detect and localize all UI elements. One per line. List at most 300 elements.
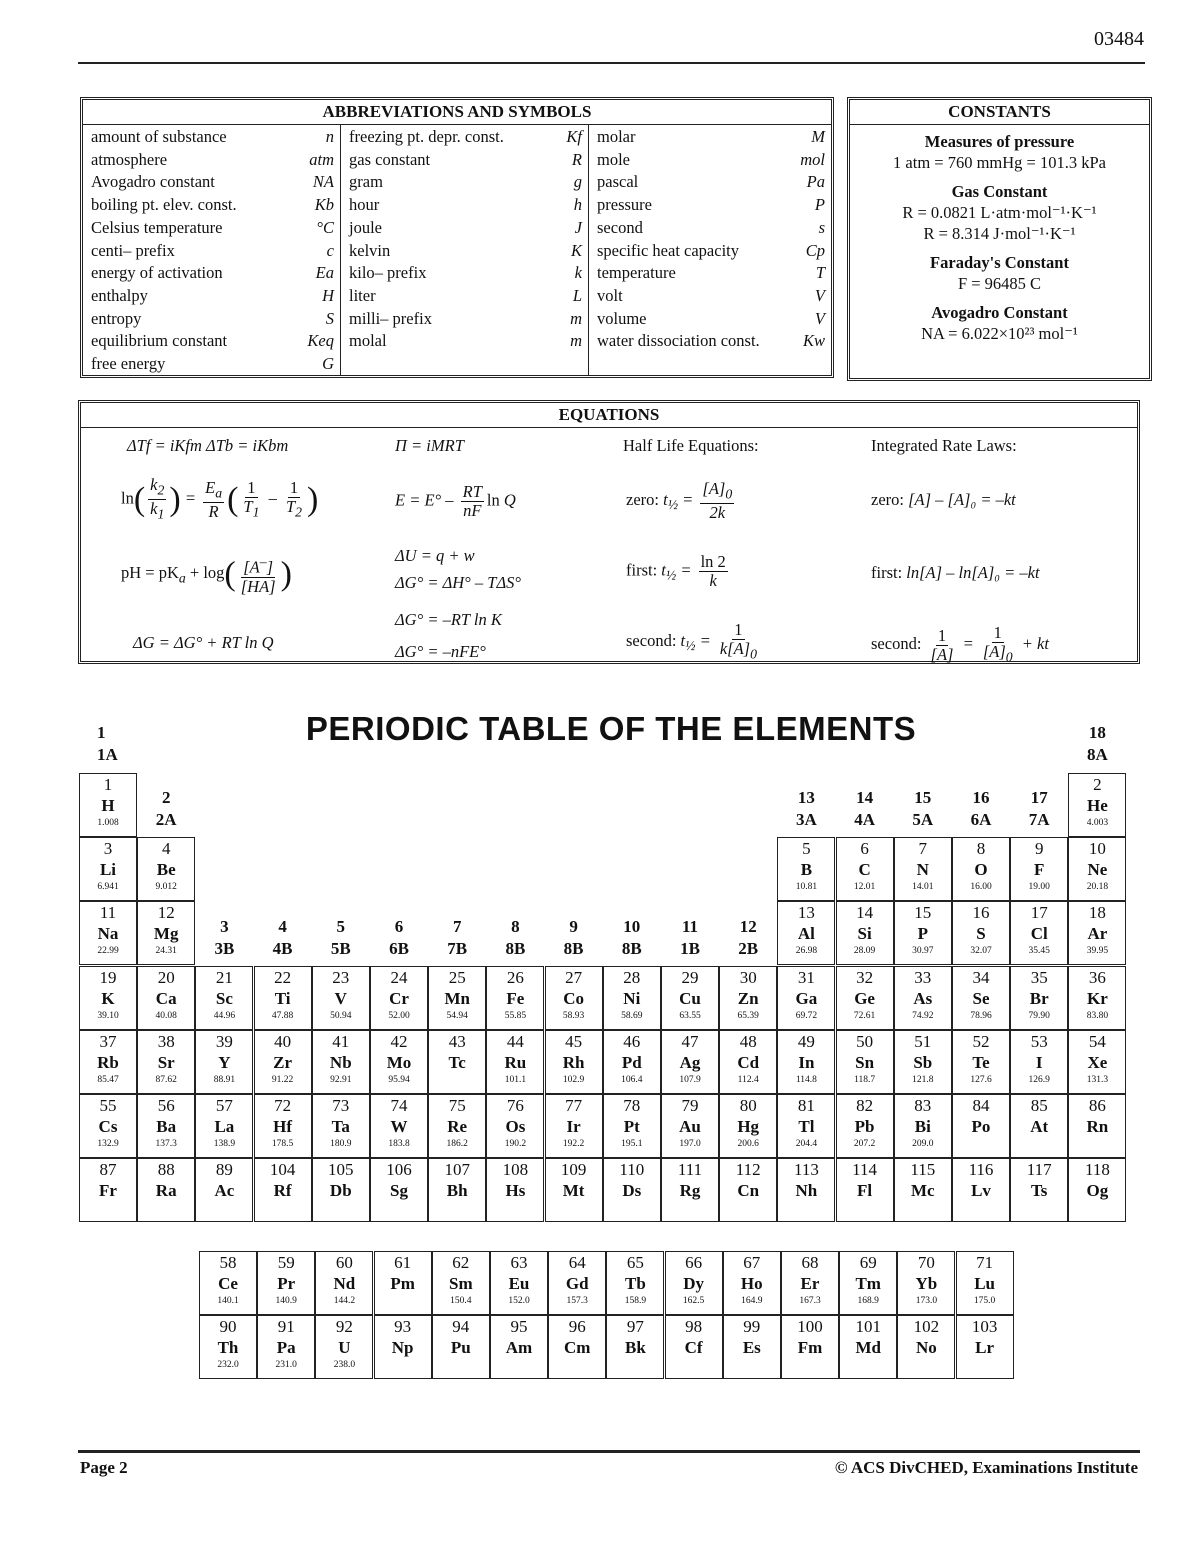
element-symbol: Rn xyxy=(1086,1117,1109,1136)
abbreviation-name: joule xyxy=(349,217,382,237)
element-cell xyxy=(894,1030,952,1094)
group-heading xyxy=(719,916,777,960)
element-symbol: Fe xyxy=(506,988,525,1008)
element-symbol: Kr xyxy=(1087,988,1108,1008)
abbreviation-symbol: V xyxy=(814,285,825,305)
element-atomic-number: 45 xyxy=(565,1031,583,1051)
abbreviation-row xyxy=(91,308,334,331)
group-number: 4 xyxy=(278,916,287,936)
element-cell xyxy=(894,1094,952,1158)
group-label: 5A xyxy=(912,810,934,830)
element-atomic-number: 109 xyxy=(560,1160,587,1180)
element-atomic-number: 84 xyxy=(972,1096,990,1115)
page-number: Page 2 xyxy=(80,1458,128,1477)
element-mass: 44.96 xyxy=(213,1010,236,1021)
element-symbol: Se xyxy=(972,988,990,1008)
element-symbol: La xyxy=(214,1117,235,1136)
group-heading xyxy=(1068,722,1126,766)
element-atomic-number: 34 xyxy=(972,967,990,987)
abbreviation-row xyxy=(91,194,334,217)
element-cell xyxy=(1068,1030,1126,1094)
group-number: 2 xyxy=(161,788,171,808)
element-atomic-number: 13 xyxy=(797,903,815,923)
group-label: 8B xyxy=(563,938,584,958)
element-symbol: Cu xyxy=(679,988,701,1008)
constant-value: 1 atm = 760 mmHg = 101.3 kPa xyxy=(893,153,1106,172)
element-cell xyxy=(486,1158,544,1222)
group-heading xyxy=(661,916,719,960)
group-heading xyxy=(97,722,155,766)
abbreviation-symbol: Kf xyxy=(566,127,582,146)
element-mass: 175.0 xyxy=(973,1296,996,1306)
element-atomic-number: 40 xyxy=(274,1031,292,1051)
element-atomic-number: 50 xyxy=(856,1031,874,1051)
abbreviation-symbol: Cp xyxy=(805,240,825,260)
element-symbol: Pm xyxy=(390,1274,415,1293)
element-mass: 158.9 xyxy=(624,1296,647,1306)
element-mass: 28.09 xyxy=(853,946,876,957)
abbreviation-symbol: S xyxy=(325,308,334,328)
periodic-table-title: PERIODIC TABLE OF THE ELEMENTS xyxy=(305,710,917,747)
constant-value: NA = 6.022×10²³ mol⁻¹ xyxy=(921,324,1078,343)
abbreviation-name: pressure xyxy=(597,195,652,215)
element-mass: 79.90 xyxy=(1028,1010,1050,1021)
abbreviation-symbol: g xyxy=(573,172,582,192)
element-symbol: Hs xyxy=(505,1181,526,1201)
abbreviation-name: entropy xyxy=(91,308,142,328)
element-symbol: Mo xyxy=(386,1052,412,1072)
group-heading xyxy=(603,916,661,960)
element-atomic-number: 54 xyxy=(1088,1031,1106,1051)
element-cell xyxy=(1068,901,1126,965)
abbreviations-column-2 xyxy=(341,125,589,375)
group-number: 16 xyxy=(972,788,990,808)
abbreviation-symbol: T xyxy=(815,263,825,283)
group-heading xyxy=(952,787,1010,831)
element-cell xyxy=(836,1030,894,1094)
abbreviation-name: second xyxy=(597,217,643,237)
element-cell xyxy=(603,966,661,1030)
element-cell xyxy=(315,1251,373,1315)
element-atomic-number: 107 xyxy=(444,1160,470,1180)
abbreviation-name: kelvin xyxy=(349,240,391,260)
element-symbol: Os xyxy=(505,1117,526,1136)
element-symbol: Lu xyxy=(974,1274,995,1293)
element-atomic-number: 25 xyxy=(448,967,466,987)
element-symbol: Pa xyxy=(276,1338,296,1357)
group-label: 2A xyxy=(155,810,177,830)
element-mass: 78.96 xyxy=(970,1010,992,1021)
element-symbol: Ra xyxy=(155,1181,177,1201)
element-symbol: Md xyxy=(855,1338,881,1357)
element-atomic-number: 108 xyxy=(502,1160,529,1180)
abbreviation-row xyxy=(597,285,825,308)
element-atomic-number: 28 xyxy=(623,967,641,987)
element-symbol: Y xyxy=(218,1052,231,1072)
element-atomic-number: 98 xyxy=(685,1317,703,1336)
colligative-equation: ΔTf = iKfm ΔTb = iKbm xyxy=(127,436,289,455)
element-symbol: Pb xyxy=(854,1117,875,1136)
group-heading xyxy=(137,787,195,831)
element-cell xyxy=(432,1251,490,1315)
element-cell xyxy=(79,901,137,965)
element-cell xyxy=(894,837,952,901)
element-atomic-number: 57 xyxy=(215,1096,233,1115)
element-mass: 114.8 xyxy=(795,1074,817,1085)
abbreviation-row xyxy=(91,149,334,172)
element-cell xyxy=(665,1251,723,1315)
abbreviation-symbol: Kw xyxy=(802,331,825,351)
element-cell xyxy=(661,1158,719,1222)
element-atomic-number: 67 xyxy=(743,1253,761,1272)
element-atomic-number: 64 xyxy=(568,1253,586,1272)
element-atomic-number: 92 xyxy=(335,1317,353,1336)
element-symbol: Ge xyxy=(854,988,875,1008)
element-mass: 192.2 xyxy=(562,1139,585,1149)
element-cell xyxy=(952,901,1010,965)
element-symbol: Fm xyxy=(797,1338,823,1357)
group-heading xyxy=(545,916,603,960)
element-symbol: Es xyxy=(742,1338,761,1357)
element-mass: 137.3 xyxy=(155,1139,177,1149)
abbreviation-row xyxy=(91,240,334,263)
element-cell xyxy=(836,837,894,901)
element-cell xyxy=(79,966,137,1030)
element-symbol: H xyxy=(101,796,115,815)
abbreviations-columns xyxy=(83,125,831,375)
element-cell xyxy=(254,1094,312,1158)
element-atomic-number: 53 xyxy=(1030,1031,1048,1051)
element-atomic-number: 3 xyxy=(103,839,113,859)
element-mass: 74.92 xyxy=(912,1010,934,1021)
element-symbol: Cd xyxy=(737,1052,760,1072)
element-cell xyxy=(257,1251,315,1315)
group-label: 1B xyxy=(680,938,700,958)
element-atomic-number: 114 xyxy=(852,1160,878,1180)
element-symbol: Sn xyxy=(855,1052,875,1072)
element-cell xyxy=(548,1251,606,1315)
element-symbol: F xyxy=(1033,860,1045,880)
element-atomic-number: 29 xyxy=(681,967,699,987)
element-symbol: As xyxy=(913,988,933,1008)
element-cell xyxy=(606,1251,664,1315)
abbreviation-row xyxy=(349,262,582,285)
element-atomic-number: 4 xyxy=(161,839,171,859)
element-mass: 39.95 xyxy=(1086,946,1109,957)
element-mass: 162.5 xyxy=(682,1296,705,1306)
element-mass: 55.85 xyxy=(504,1010,527,1021)
element-symbol: Ho xyxy=(740,1274,763,1293)
element-symbol: Ca xyxy=(155,988,177,1008)
element-cell xyxy=(719,966,777,1030)
element-cell xyxy=(719,1158,777,1222)
half-life-first: first: $t_{\frac{1}{2}}$ = $\frac{\ln 2}{k}$ xyxy=(626,552,726,590)
element-cell xyxy=(777,901,835,965)
abbreviation-name: energy of activation xyxy=(91,263,223,283)
element-atomic-number: 49 xyxy=(797,1031,815,1051)
abbreviation-symbol: K xyxy=(570,240,582,260)
group-heading xyxy=(370,916,428,960)
element-cell xyxy=(1010,966,1068,1030)
group-number: 6 xyxy=(394,916,404,936)
abbreviation-name: gram xyxy=(349,172,383,192)
element-mass: 200.6 xyxy=(737,1139,759,1149)
element-atomic-number: 58 xyxy=(219,1253,237,1272)
element-symbol: Fr xyxy=(99,1181,117,1201)
element-atomic-number: 78 xyxy=(623,1096,641,1115)
element-atomic-number: 100 xyxy=(797,1317,823,1336)
element-cell xyxy=(1010,1094,1068,1158)
element-mass: 32.07 xyxy=(970,946,992,957)
abbreviation-row xyxy=(349,149,582,172)
abbreviation-symbol: k xyxy=(574,263,582,283)
element-atomic-number: 14 xyxy=(856,903,874,923)
group-number: 1 xyxy=(97,723,106,742)
element-atomic-number: 66 xyxy=(685,1253,703,1272)
group-number: 10 xyxy=(623,916,641,936)
element-symbol: Re xyxy=(447,1117,468,1136)
element-cell xyxy=(195,1094,253,1158)
element-atomic-number: 5 xyxy=(802,839,811,859)
element-cell xyxy=(254,1158,312,1222)
half-life-heading: Half Life Equations: xyxy=(623,436,759,455)
element-cell xyxy=(137,966,195,1030)
arrhenius-equation: ln( $\frac{k_2}{k_1}$ ) = $\frac{E_a}{R}$ ( $\frac{1}{T_1}$ – $\frac{1}{T_2}$ ) xyxy=(121,475,319,522)
element-mass: 20.18 xyxy=(1086,882,1109,893)
constant-heading: Avogadro Constant xyxy=(931,303,1068,322)
abbreviation-name: atmosphere xyxy=(91,149,168,169)
abbreviation-name: kilo– prefix xyxy=(349,263,427,283)
abbreviation-row xyxy=(91,330,334,353)
element-atomic-number: 42 xyxy=(390,1031,408,1051)
group-heading xyxy=(195,916,253,960)
element-atomic-number: 103 xyxy=(971,1317,998,1336)
group-label: 3B xyxy=(214,938,235,958)
group-number: 14 xyxy=(856,788,874,808)
element-mass: 24.31 xyxy=(155,946,177,957)
element-atomic-number: 9 xyxy=(1034,839,1044,859)
element-atomic-number: 61 xyxy=(394,1253,412,1272)
element-cell xyxy=(195,1158,253,1222)
element-mass: 95.94 xyxy=(388,1074,410,1085)
element-atomic-number: 86 xyxy=(1088,1096,1106,1115)
element-symbol: C xyxy=(858,860,871,880)
abbreviation-name: liter xyxy=(349,285,376,305)
element-symbol: Rh xyxy=(562,1052,585,1072)
element-mass: 22.99 xyxy=(97,946,119,957)
element-atomic-number: 75 xyxy=(448,1096,466,1115)
equations-title: EQUATIONS xyxy=(81,403,1137,428)
element-symbol: Ga xyxy=(795,988,818,1008)
abbreviation-name: milli– prefix xyxy=(349,308,432,328)
abbreviation-name: gas constant xyxy=(349,149,431,169)
element-symbol: Ta xyxy=(331,1117,350,1136)
element-symbol: Te xyxy=(972,1052,990,1072)
element-atomic-number: 10 xyxy=(1088,839,1106,859)
element-cell xyxy=(952,1158,1010,1222)
element-atomic-number: 89 xyxy=(215,1160,233,1180)
element-symbol: Sg xyxy=(390,1181,408,1201)
rate-law-zero-label: zero: xyxy=(871,490,904,509)
group-number: 13 xyxy=(797,788,815,808)
element-cell xyxy=(199,1251,257,1315)
half-life-second: second: $t_{\frac{1}{2}}$ = $\frac{1}{k[A]_0}$ xyxy=(626,620,757,662)
element-atomic-number: 31 xyxy=(797,967,815,987)
element-atomic-number: 39 xyxy=(215,1031,233,1051)
element-symbol: Tc xyxy=(448,1052,466,1072)
element-mass: 58.69 xyxy=(621,1010,643,1021)
element-atomic-number: 74 xyxy=(390,1096,408,1115)
abbreviation-name: molar xyxy=(597,127,636,146)
element-mass: 101.1 xyxy=(504,1074,527,1085)
abbreviation-name: hour xyxy=(349,195,380,215)
constant-value: F = 96485 C xyxy=(957,274,1042,293)
element-atomic-number: 93 xyxy=(394,1317,412,1336)
henderson-hasselbalch-equation: pH = $pK_a + \log$( $\frac{[A^-]}{[HA]}$ ) xyxy=(121,554,292,596)
element-symbol: Cs xyxy=(98,1117,118,1136)
element-cell xyxy=(312,1158,370,1222)
element-cell xyxy=(665,1315,723,1379)
element-symbol: Co xyxy=(563,988,584,1008)
element-mass: 69.72 xyxy=(795,1010,818,1021)
rate-law-first-expression: ln[A] – ln[A]₀ = –kt xyxy=(906,563,1040,582)
element-atomic-number: 6 xyxy=(860,839,869,859)
element-cell xyxy=(428,1158,486,1222)
half-life-second-label: second: xyxy=(626,630,677,650)
element-mass: 10.81 xyxy=(795,882,818,893)
constants-title: CONSTANTS xyxy=(850,100,1149,125)
abbreviation-symbol: L xyxy=(572,285,582,305)
rate-law-first-label: first: xyxy=(871,563,903,582)
element-atomic-number: 79 xyxy=(681,1096,699,1115)
element-atomic-number: 48 xyxy=(739,1031,757,1051)
gibbs-e-equation: ΔG° = –nFE° xyxy=(395,642,486,661)
element-symbol: Ne xyxy=(1087,860,1108,880)
element-atomic-number: 24 xyxy=(390,967,408,987)
element-mass: 204.4 xyxy=(795,1139,818,1149)
element-atomic-number: 63 xyxy=(510,1253,528,1272)
gibbs-q-equation: ΔG = ΔG° + RT ln Q xyxy=(133,633,274,652)
element-cell xyxy=(1010,837,1068,901)
element-symbol: I xyxy=(1035,1052,1043,1072)
element-mass: 102.9 xyxy=(562,1074,585,1085)
element-atomic-number: 70 xyxy=(917,1253,935,1272)
element-cell xyxy=(312,1030,370,1094)
element-mass: 126.9 xyxy=(1028,1074,1050,1085)
element-symbol: Po xyxy=(971,1117,991,1136)
element-atomic-number: 83 xyxy=(914,1096,932,1115)
element-atomic-number: 56 xyxy=(157,1096,175,1115)
element-symbol: Au xyxy=(679,1117,701,1136)
element-cell xyxy=(661,966,719,1030)
element-atomic-number: 30 xyxy=(739,967,757,987)
element-atomic-number: 11 xyxy=(99,903,117,923)
element-mass: 14.01 xyxy=(912,882,934,893)
element-cell xyxy=(486,1030,544,1094)
group-label: 8B xyxy=(621,938,642,958)
element-symbol: Cn xyxy=(737,1181,760,1201)
element-symbol: Tl xyxy=(798,1117,815,1136)
element-cell xyxy=(137,901,195,965)
element-cell xyxy=(486,1094,544,1158)
element-symbol: Ni xyxy=(623,988,641,1008)
element-mass: 54.94 xyxy=(446,1010,468,1021)
element-symbol: Nb xyxy=(329,1052,352,1072)
element-mass: 88.91 xyxy=(213,1074,236,1085)
element-atomic-number: 112 xyxy=(735,1160,761,1180)
abbreviation-symbol: °C xyxy=(316,217,334,237)
abbreviation-name: Celsius temperature xyxy=(91,217,223,237)
element-atomic-number: 47 xyxy=(681,1031,699,1051)
abbreviation-symbol: s xyxy=(818,217,825,237)
abbreviation-row xyxy=(91,126,334,149)
group-label: 4B xyxy=(272,938,293,958)
element-symbol: Bk xyxy=(624,1338,646,1357)
abbreviation-row xyxy=(349,217,582,240)
group-label: 3A xyxy=(796,810,817,830)
element-symbol: B xyxy=(800,860,813,880)
element-symbol: Tb xyxy=(624,1274,646,1293)
abbreviations-column-3 xyxy=(589,125,831,375)
abbreviation-symbol: atm xyxy=(309,149,334,169)
element-symbol: Hf xyxy=(273,1117,293,1136)
element-mass: 195.1 xyxy=(621,1139,643,1149)
element-cell xyxy=(370,1094,428,1158)
element-symbol: Er xyxy=(800,1274,820,1293)
abbreviation-row xyxy=(597,240,825,263)
abbreviation-symbol: M xyxy=(811,127,825,146)
element-symbol: Br xyxy=(1029,988,1049,1008)
element-symbol: Zr xyxy=(273,1052,293,1072)
element-symbol: Ts xyxy=(1030,1181,1048,1201)
element-atomic-number: 23 xyxy=(332,967,350,987)
element-cell xyxy=(370,1030,428,1094)
element-symbol: Ba xyxy=(156,1117,177,1136)
element-cell xyxy=(79,1158,137,1222)
element-cell xyxy=(781,1315,839,1379)
element-symbol: Ac xyxy=(214,1181,235,1201)
element-mass: 238.0 xyxy=(333,1360,356,1370)
half-life-first-label: first: xyxy=(626,560,658,580)
element-atomic-number: 116 xyxy=(968,1160,994,1180)
abbreviation-symbol: H xyxy=(322,285,334,305)
element-cell xyxy=(545,966,603,1030)
element-mass: 4.003 xyxy=(1086,818,1109,828)
group-heading xyxy=(486,916,544,960)
element-atomic-number: 69 xyxy=(859,1253,877,1272)
element-mass: 121.8 xyxy=(912,1074,934,1085)
abbreviation-name: water dissociation const. xyxy=(597,331,760,351)
element-mass: 63.55 xyxy=(679,1010,701,1021)
group-heading xyxy=(312,916,370,960)
element-mass: 39.10 xyxy=(97,1010,119,1021)
element-atomic-number: 105 xyxy=(328,1160,354,1180)
element-atomic-number: 72 xyxy=(274,1096,292,1115)
element-symbol: Ru xyxy=(504,1052,527,1072)
abbreviation-symbol: h xyxy=(573,195,582,215)
abbreviation-row xyxy=(91,262,334,285)
element-symbol: Lv xyxy=(971,1181,991,1201)
element-atomic-number: 106 xyxy=(386,1160,412,1180)
group-number: 15 xyxy=(914,788,932,808)
element-atomic-number: 87 xyxy=(99,1160,117,1180)
element-mass: 35.45 xyxy=(1028,946,1050,957)
element-symbol: Ce xyxy=(218,1274,238,1293)
element-cell xyxy=(956,1251,1014,1315)
element-atomic-number: 80 xyxy=(739,1096,757,1115)
element-cell xyxy=(490,1315,548,1379)
element-cell xyxy=(370,966,428,1030)
